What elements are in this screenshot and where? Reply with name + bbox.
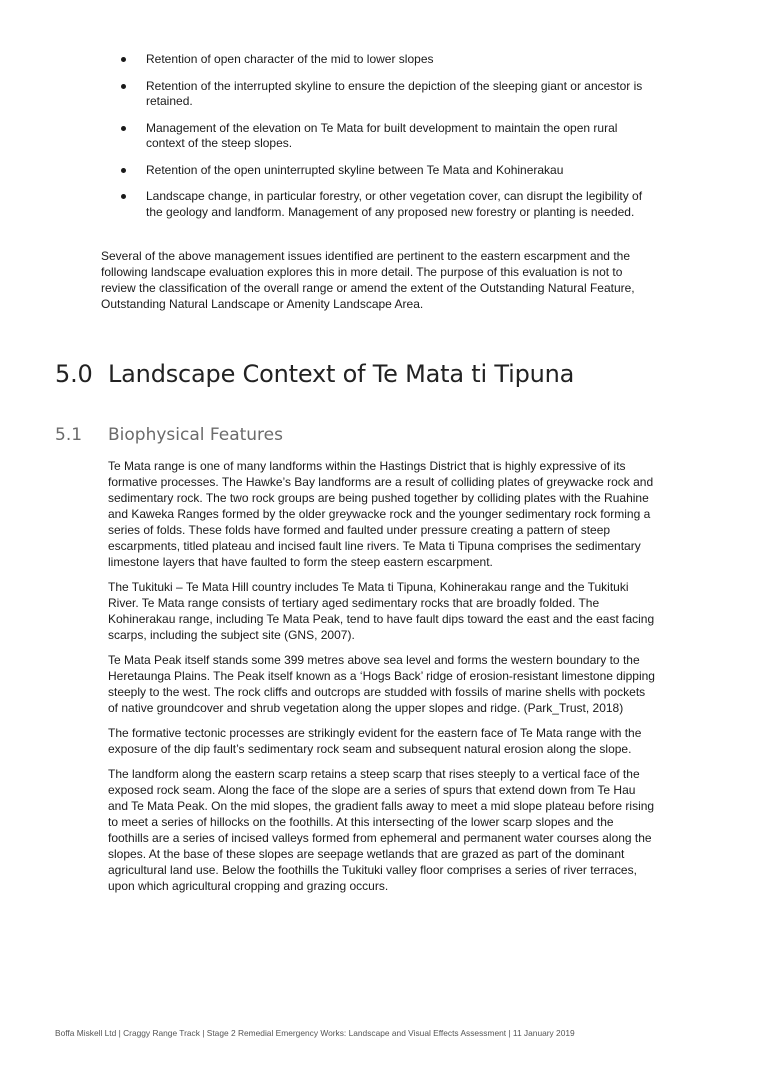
paragraph: The formative tectonic processes are strikingly evident for the eastern face of Te Mata range with the exposure of the dip fault’s sedimentary rock seam and subsequent natural erosion along the slope. <box>108 726 642 756</box>
bullet-icon <box>121 84 126 89</box>
paragraph: The Tukituki – Te Mata Hill country includes Te Mata ti Tipuna, Kohinerakau range and the Tukituki River. Te Mata range consists of tertiary aged sedimentary rocks that are broadly folded. The Kohinerakau range, including Te Mata Peak, tend to have fault dips toward the east and the east facing scarps, including the subject site (GNS, 2007). <box>108 580 655 642</box>
bullet-icon <box>121 57 126 62</box>
list-item <box>114 163 659 179</box>
subsection-number: 5.1 <box>55 425 83 445</box>
subsection-heading <box>55 425 283 445</box>
list-item-text: Retention of open character of the mid to lower slopes <box>146 52 434 66</box>
section-heading <box>55 360 574 388</box>
list-item <box>114 189 659 220</box>
bullet-icon <box>121 194 126 199</box>
list-item <box>114 79 659 110</box>
list-item-text: Management of the elevation on Te Mata for built development to maintain the open rural context of the steep slopes. <box>146 120 618 150</box>
list-item-text: Landscape change, in particular forestry, or other vegetation cover, can disrupt the legibility of the geology and landform. Management of any proposed new forestry or planting is needed. <box>146 189 643 219</box>
intro-paragraph: Several of the above management issues identified are pertinent to the eastern escarpment and the following landscape evaluation explores this in more detail. The purpose of this evaluation is not to review the classification of the overall range or amend the extent of the Outstanding Natural Feature, Outstanding Natural Landscape or Amenity Landscape Area. <box>101 249 635 311</box>
intro-paragraph-block <box>101 248 653 312</box>
biophysical-features-content <box>108 458 656 903</box>
list-item <box>114 52 659 68</box>
paragraph: Te Mata range is one of many landforms within the Hastings District that is highly expressive of its formative processes. The Hawke’s Bay landforms are a result of colliding plates of greywacke rock and sedimentary rock. The two rock groups are being pushed together by colliding plates with the Ruahine and Kaweka Ranges formed by the older greywacke rock and the younger sedimentary rock forming a series of folds. These folds have formed and faulted under pressure creating a pattern of steep escarpments, titled plateau and incised fault line rivers. Te Mata ti Tipuna comprises the sedimentary limestone layers that have faulted to form the steep eastern escarpment. <box>108 459 654 569</box>
list-item-text: Retention of the open uninterrupted skyline between Te Mata and Kohinerakau <box>146 162 564 177</box>
section-title: Landscape Context of Te Mata ti Tipuna <box>108 360 575 388</box>
list-item-text: Retention of the interrupted skyline to ensure the depiction of the sleeping giant or ancestor is retained. <box>146 78 643 108</box>
subsection-title: Biophysical Features <box>108 425 283 445</box>
page-footer: Boffa Miskell Ltd | Craggy Range Track | Stage 2 Remedial Emergency Works: Landscape and Visual Effects Assessment | 11 January 2019 <box>55 1028 575 1038</box>
section-number: 5.0 <box>55 360 93 388</box>
bullet-icon <box>121 126 126 131</box>
bullet-icon <box>121 168 126 173</box>
management-issues-list <box>114 52 659 220</box>
paragraph: Te Mata Peak itself stands some 399 metres above sea level and forms the western boundary to the Heretaunga Plains. The Peak itself known as a ‘Hogs Back’ ridge of erosion-resistant limestone dipping steeply to the west. The rock cliffs and outcrops are studded with fossils of marine shells with pockets of native groundcover and shrub vegetation along the upper slopes and ridge. (Park_Trust, 2018) <box>108 653 655 715</box>
paragraph: The landform along the eastern scarp retains a steep scarp that rises steeply to a vertical face of the exposed rock seam. Along the face of the slope are a series of spurs that extend down from Te Hau and Te Mata Peak. On the mid slopes, the gradient falls away to meet a mid slope plateau before rising to meet a series of hillocks on the foothills. At this intersecting of the lower scarp slopes and the foothills are a series of incised valleys formed from ephemeral and permanent water courses along the slopes. At the base of these slopes are seepage wetlands that are grazed as part of the dominant agricultural land use. Below the foothills the Tukituki valley floor comprises a series of river terraces, upon which agricultural cropping and grazing occurs. <box>108 767 655 893</box>
list-item <box>114 121 659 152</box>
